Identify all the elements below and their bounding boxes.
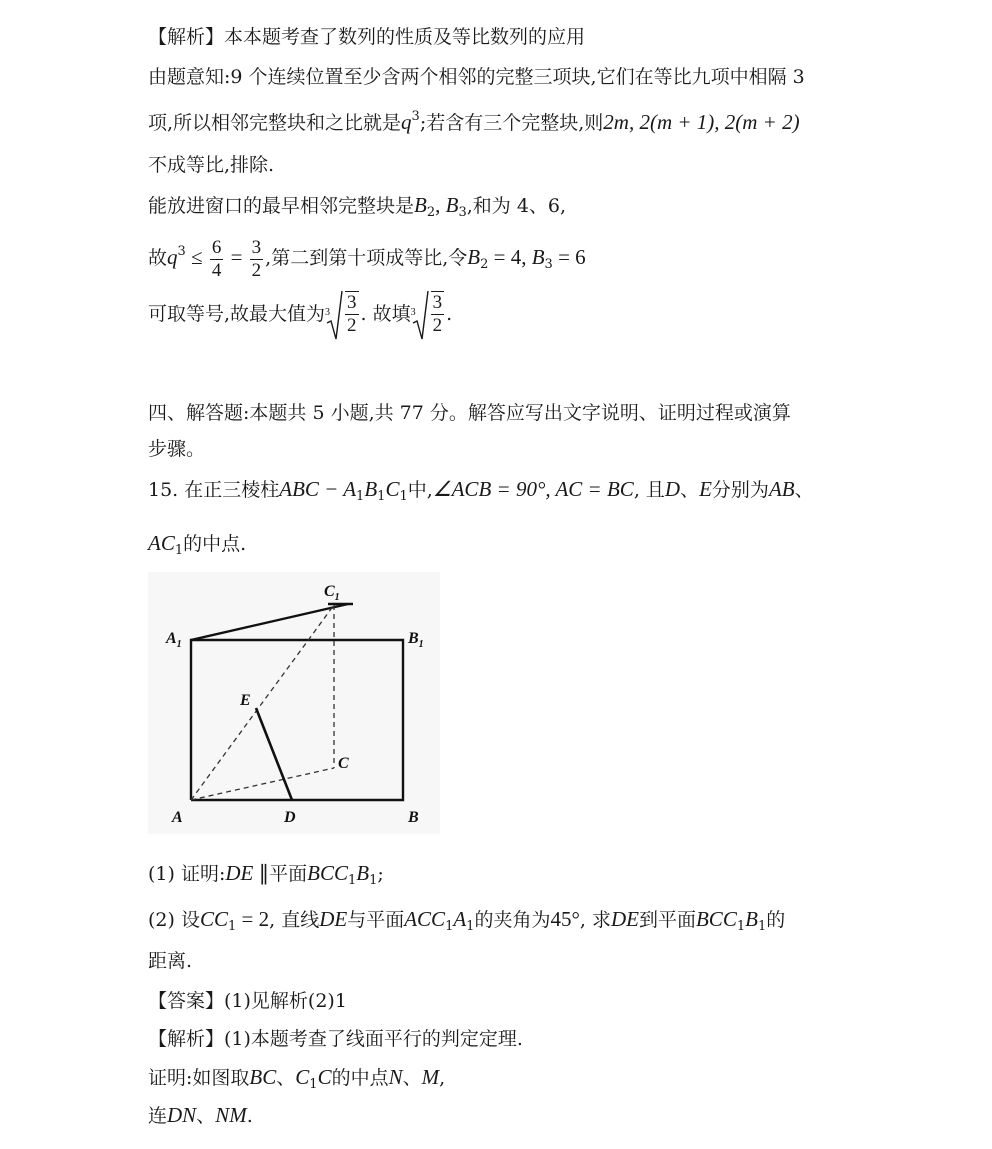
denominator: 2 — [432, 315, 443, 336]
prism-figure — [148, 572, 440, 834]
text: 中, — [407, 479, 433, 501]
fraction-3-2 — [250, 237, 264, 282]
math-n: N — [388, 1065, 403, 1089]
math-plane: BCC — [695, 907, 737, 931]
math-de: DE — [319, 907, 348, 931]
math-c1: C — [385, 477, 400, 501]
q15-part-2-cont: 距离. — [148, 950, 193, 972]
cube-root-3-2 — [411, 289, 447, 341]
label-d: D — [284, 809, 296, 826]
text: 、 — [276, 1067, 296, 1089]
math-b: B — [414, 193, 427, 217]
text: 故 — [148, 247, 168, 269]
fraction — [345, 291, 359, 337]
proof-line-2 — [148, 1102, 253, 1129]
text: , 求 — [579, 909, 611, 931]
sub: 1 — [757, 919, 767, 934]
cube-root-3-2 — [325, 289, 361, 341]
text: 、 — [196, 1105, 216, 1127]
analysis-line-5 — [148, 228, 586, 289]
math-a1: A — [453, 907, 467, 931]
math-ac1: AC — [148, 531, 175, 555]
math-sequence: 2m, 2(m + 1), 2(m + 2) — [603, 110, 800, 134]
text: 、 — [680, 479, 700, 501]
text: 平面 — [269, 863, 308, 885]
math-sub: 3 — [458, 205, 467, 220]
math-cc1: CC — [199, 907, 228, 931]
numerator: 3 — [347, 292, 357, 313]
analysis-line-2 — [148, 104, 800, 136]
label-b1: $B_1$ — [408, 630, 424, 650]
math-eq: = — [225, 245, 248, 269]
math-eq4: = 4, — [488, 245, 532, 269]
text: , 且 — [633, 479, 665, 501]
math-b1: B — [364, 477, 378, 501]
text: 与平面 — [347, 909, 405, 931]
numerator: 6 — [211, 236, 222, 258]
math-m: M — [421, 1065, 440, 1089]
analysis-heading: 【解析】本本题考查了数列的性质及等比数列的应用 — [148, 26, 586, 48]
text: . — [446, 303, 453, 325]
math-q: q — [167, 245, 178, 269]
math-c1c: C — [295, 1065, 310, 1089]
label-a1: $A_1$ — [166, 630, 182, 650]
text: , 直线 — [269, 909, 320, 931]
text: (2) 设 — [148, 909, 200, 931]
sub: 1 — [227, 919, 237, 934]
root-index: 3 — [325, 307, 331, 318]
q15-part-2 — [148, 906, 785, 940]
text: , — [439, 1067, 446, 1089]
q15-stem-line-1 — [148, 476, 814, 510]
math-sub: 3 — [544, 257, 553, 272]
text: ; — [377, 863, 384, 885]
math-b: B — [445, 193, 459, 217]
math-parallel: ∥ — [253, 861, 270, 885]
math-b1: B — [356, 861, 370, 885]
text: 能放进窗口的最早相邻完整块是 — [148, 195, 415, 217]
text: 可取等号,故最大值为 — [148, 303, 326, 325]
sub: 1 — [736, 919, 746, 934]
math-sub: 2 — [480, 257, 489, 272]
sub: 1 — [445, 919, 454, 934]
math-plane: BCC — [307, 861, 348, 885]
math-b: B — [531, 245, 545, 269]
section-title: 四、解答题:本题共 5 小题,共 77 分。解答应写出文字说明、证明过程或演算 — [148, 402, 791, 424]
math-de: DE — [225, 861, 254, 885]
denominator: 2 — [347, 315, 357, 336]
numerator: 3 — [432, 292, 443, 313]
answer-line: 【答案】(1)见解析(2)1 — [148, 990, 347, 1012]
analysis-line-6 — [148, 286, 452, 342]
fraction — [431, 291, 445, 337]
math-leq: ≤ — [185, 245, 208, 269]
label-c: C — [338, 755, 349, 772]
text: 项,所以相邻完整块和之比就是 — [148, 112, 402, 134]
comma: , — [435, 193, 446, 217]
analysis-line-1: 由题意知:9 个连续位置至少含两个相邻的完整三项块,它们在等比九项中相隔 3 — [148, 66, 805, 88]
text: 连 — [148, 1105, 168, 1127]
sub: 1 — [377, 489, 386, 504]
math-ab: AB — [768, 477, 795, 501]
sub: 1 — [466, 919, 475, 934]
label-c1: $C_1$ — [324, 583, 340, 603]
text: 到平面 — [638, 909, 696, 931]
fraction-6-4 — [210, 237, 224, 282]
math-prism: ABC − A — [279, 477, 357, 501]
text: 证明:如图取 — [148, 1067, 250, 1089]
sub: 1 — [369, 873, 378, 888]
sub: 1 — [356, 489, 365, 504]
text: 的中点 — [331, 1067, 389, 1089]
proof-line-1 — [148, 1064, 445, 1098]
math-bc: BC — [249, 1065, 277, 1089]
text: . 故填 — [360, 303, 411, 325]
text: 、 — [794, 479, 814, 501]
label-e: E — [240, 692, 251, 709]
math-angle: ∠ACB = 90°, AC = BC — [432, 477, 634, 501]
math-exp: 3 — [177, 244, 186, 259]
q15-stem-line-2 — [148, 530, 246, 564]
math-nm: NM — [215, 1103, 247, 1127]
math-e: E — [699, 477, 712, 501]
q15-part-1 — [148, 860, 384, 894]
label-a: A — [172, 809, 183, 826]
text: ,第二到第十项成等比,令 — [265, 247, 468, 269]
sub: 1 — [399, 489, 408, 504]
analysis-line-4 — [148, 192, 566, 226]
text: ,和为 4、6, — [466, 195, 567, 217]
math-exp: 3 — [411, 109, 420, 124]
label-b: B — [408, 809, 419, 826]
math-b: B — [467, 245, 481, 269]
text: 的中点. — [183, 533, 247, 555]
analysis-line-3: 不成等比,排除. — [148, 154, 275, 176]
numerator: 3 — [251, 236, 262, 258]
math-c: C — [317, 1065, 332, 1089]
text: ;若含有三个完整块,则 — [419, 112, 604, 134]
text: 分别为 — [711, 479, 769, 501]
math-plane: ACC — [404, 907, 446, 931]
math-dn: DN — [167, 1103, 197, 1127]
denominator: 2 — [251, 259, 262, 281]
text: 、 — [402, 1067, 422, 1089]
text: . — [246, 1105, 253, 1127]
root-index: 3 — [410, 307, 416, 318]
text: 的夹角为 — [474, 909, 551, 931]
math-b1: B — [745, 907, 758, 931]
math-eq2: = 2 — [236, 907, 270, 931]
math-de: DE — [610, 907, 639, 931]
math-eq6: = 6 — [552, 245, 586, 269]
sub: 1 — [347, 873, 357, 888]
math-sub: 2 — [426, 205, 436, 220]
denominator: 4 — [211, 259, 222, 281]
analysis-15-heading: 【解析】(1)本题考查了线面平行的判定定理. — [148, 1028, 523, 1050]
text: 的 — [766, 909, 786, 931]
section-title-cont: 步骤。 — [148, 438, 206, 460]
sub: 1 — [309, 1077, 318, 1092]
math-d: D — [664, 477, 681, 501]
text: 15. 在正三棱柱 — [148, 479, 280, 501]
math-q: q — [401, 110, 412, 134]
text: (1) 证明: — [148, 863, 226, 885]
math-angle: 45° — [550, 907, 580, 931]
sub: 1 — [174, 543, 184, 558]
